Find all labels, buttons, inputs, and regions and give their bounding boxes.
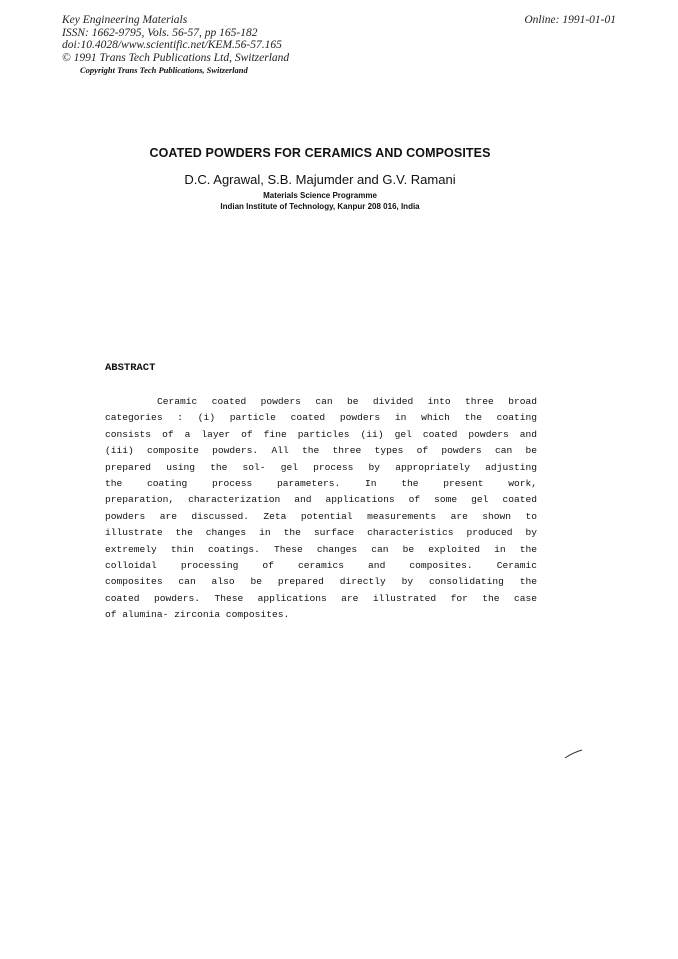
abstract-line: preparation, characterization and applications of some gel coated <box>105 494 537 506</box>
paper-authors: D.C. Agrawal, S.B. Majumder and G.V. Ramani <box>184 172 456 187</box>
abstract-line: extremely thin coatings. These changes can be exploited in the <box>105 543 537 555</box>
journal-name: Key Engineering Materials <box>62 14 188 26</box>
abstract-heading: ABSTRACT <box>105 362 156 374</box>
journal-header <box>62 14 289 76</box>
copyright-note: Copyright Trans Tech Publications, Switzerland <box>80 65 248 75</box>
abstract-line: illustrate the changes in the surface characteristics produced by <box>105 527 537 539</box>
abstract-line: composites can also be prepared directly by consolidating the <box>105 576 537 588</box>
abstract-line: of alumina- zirconia composites. <box>105 609 290 621</box>
doi-line: doi:10.4028/www.scientific.net/KEM.56-57.165 <box>62 39 282 51</box>
paper-title: COATED POWDERS FOR CERAMICS AND COMPOSITES <box>149 146 491 160</box>
abstract-line: powders are discussed. Zeta potential measurements are shown to <box>105 510 537 522</box>
abstract-line: (iii) composite powders. All the three types of powders can be <box>105 445 537 457</box>
author-department: Materials Science Programme <box>263 191 377 200</box>
issn-line: ISSN: 1662-9795, Vols. 56-57, pp 165-182 <box>62 26 258 39</box>
abstract-line: Ceramic coated powders can be divided into three broad <box>157 396 537 407</box>
abstract-line: coated powders. These applications are illustrated for the case <box>105 592 537 604</box>
author-institution: Indian Institute of Technology, Kanpur 208 016, India <box>220 202 420 211</box>
copyright-line: © 1991 Trans Tech Publications Ltd, Switzerland <box>62 51 290 64</box>
abstract-line: the coating process parameters. In the present work, <box>105 478 537 490</box>
abstract-line: prepared using the sol- gel process by appropriately adjusting <box>105 461 537 473</box>
pen-mark-icon <box>564 748 584 760</box>
abstract-body <box>105 394 537 624</box>
abstract-line: consists of a layer of fine particles (ii) gel coated powders and <box>105 428 537 440</box>
online-date: Online: 1991-01-01 <box>524 14 616 26</box>
abstract-line: categories : (i) particle coated powders in which the coating <box>105 412 537 424</box>
abstract-line: colloidal processing of ceramics and composites. Ceramic <box>105 560 537 572</box>
